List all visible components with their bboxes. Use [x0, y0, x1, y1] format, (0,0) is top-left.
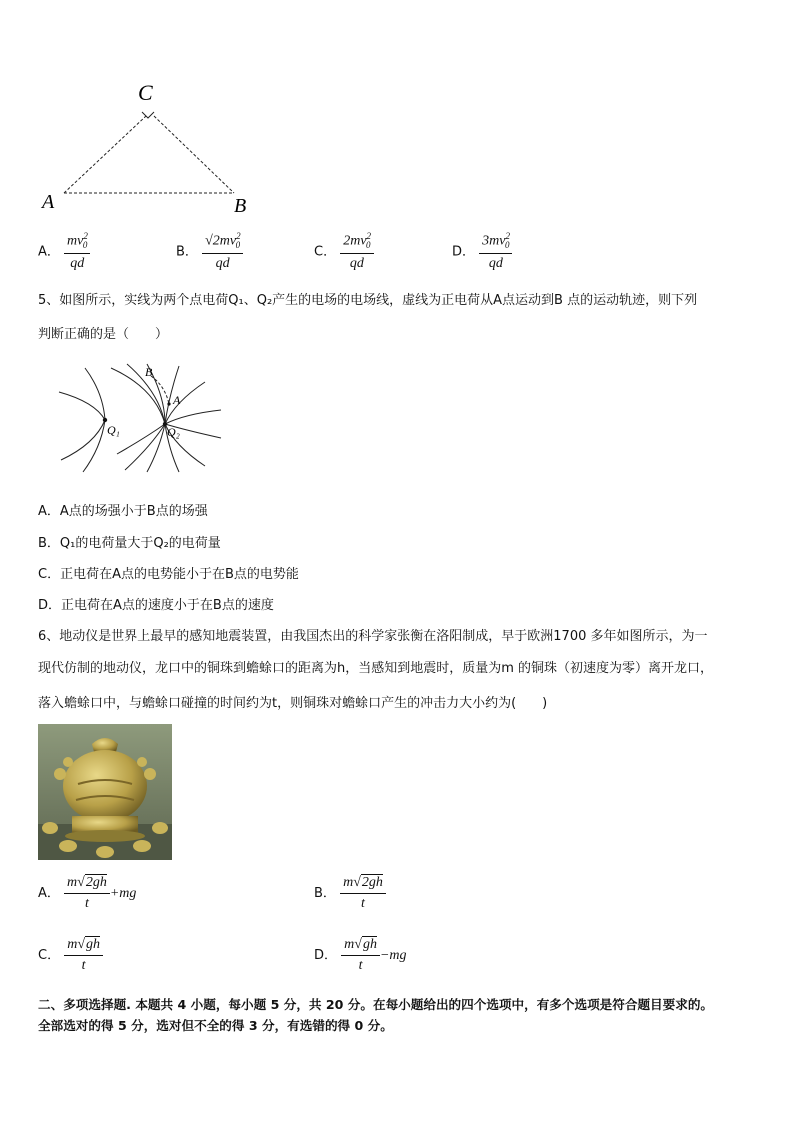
section2-heading-line2: 全部选对的得 5 分，选对但不全的得 3 分，有选错的得 0 分。 — [38, 1018, 393, 1033]
q5-stem-line1: 5、如图所示，实线为两个点电荷Q₁、Q₂产生的电场的电场线，虚线为正电荷从A点运动到B 点的运动轨迹，则下列 — [38, 293, 698, 308]
q6-option-d[interactable]: D． $\frac{m√gh}{t}$ −mg — [314, 937, 407, 973]
point-a-label: A — [173, 393, 181, 407]
charge-q2-label: Q₂ — [167, 425, 180, 439]
q6-option-a[interactable]: A． $\frac{m√2gh}{t}$ +mg — [38, 875, 137, 911]
electric-field-diagram — [55, 362, 225, 474]
q4-option-a[interactable]: A． $\frac{mv^2_0}{qd}$ — [38, 232, 90, 272]
seismograph-image — [38, 724, 172, 860]
q4-options — [38, 232, 738, 276]
q4-option-c[interactable]: C． $\frac{2mv^2_0}{qd}$ — [314, 232, 374, 272]
q6-option-b[interactable]: B． $\frac{m√2gh}{t}$ — [314, 876, 386, 911]
section2-heading-line1: 二、多项选择题. 本题共 4 小题，每小题 5 分，共 20 分。在每小题给出的四个选项中，有多个选项是符合题目要求的。 — [38, 997, 714, 1012]
point-b-label: B — [145, 365, 153, 379]
q6-option-c[interactable]: C． $\frac{m√gh}{t}$ — [38, 938, 103, 973]
triangle-diagram — [38, 78, 268, 218]
q6-stem-line3: 落入蟾蜍口中，与蟾蜍口碰撞的时间约为t，则铜珠对蟾蜍口产生的冲击力大小约为( ) — [38, 696, 548, 711]
q5-option-c[interactable]: C．正电荷在A点的电势能小于在B点的电势能 — [38, 567, 299, 582]
q5-option-a[interactable]: A．A点的场强小于B点的场强 — [38, 504, 208, 519]
vertex-c-label: C — [138, 80, 153, 105]
q5-option-b[interactable]: B．Q₁的电荷量大于Q₂的电荷量 — [38, 536, 221, 551]
q5-option-d[interactable]: D．正电荷在A点的速度小于在B点的速度 — [38, 598, 274, 613]
vertex-a-label: A — [42, 191, 55, 213]
vertex-b-label: B — [234, 195, 247, 217]
q6-stem-line1: 6、地动仪是世界上最早的感知地震装置，由我国杰出的科学家张衡在洛阳制成，早于欧洲1700 多年如图所示，为一 — [38, 629, 708, 644]
q6-stem-line2: 现代仿制的地动仪，龙口中的铜珠到蟾蜍口的距离为h，当感知到地震时，质量为m 的铜珠（初速度为零）离开龙口， — [38, 661, 714, 676]
q5-stem-line2: 判断正确的是（ ） — [38, 327, 169, 342]
charge-q1-label: Q₁ — [107, 423, 120, 437]
q4-option-d[interactable]: D． $\frac{3mv^2_0}{qd}$ — [452, 232, 512, 272]
q4-option-b[interactable]: B． $\frac{√2mv^2_0}{qd}$ — [176, 232, 243, 272]
